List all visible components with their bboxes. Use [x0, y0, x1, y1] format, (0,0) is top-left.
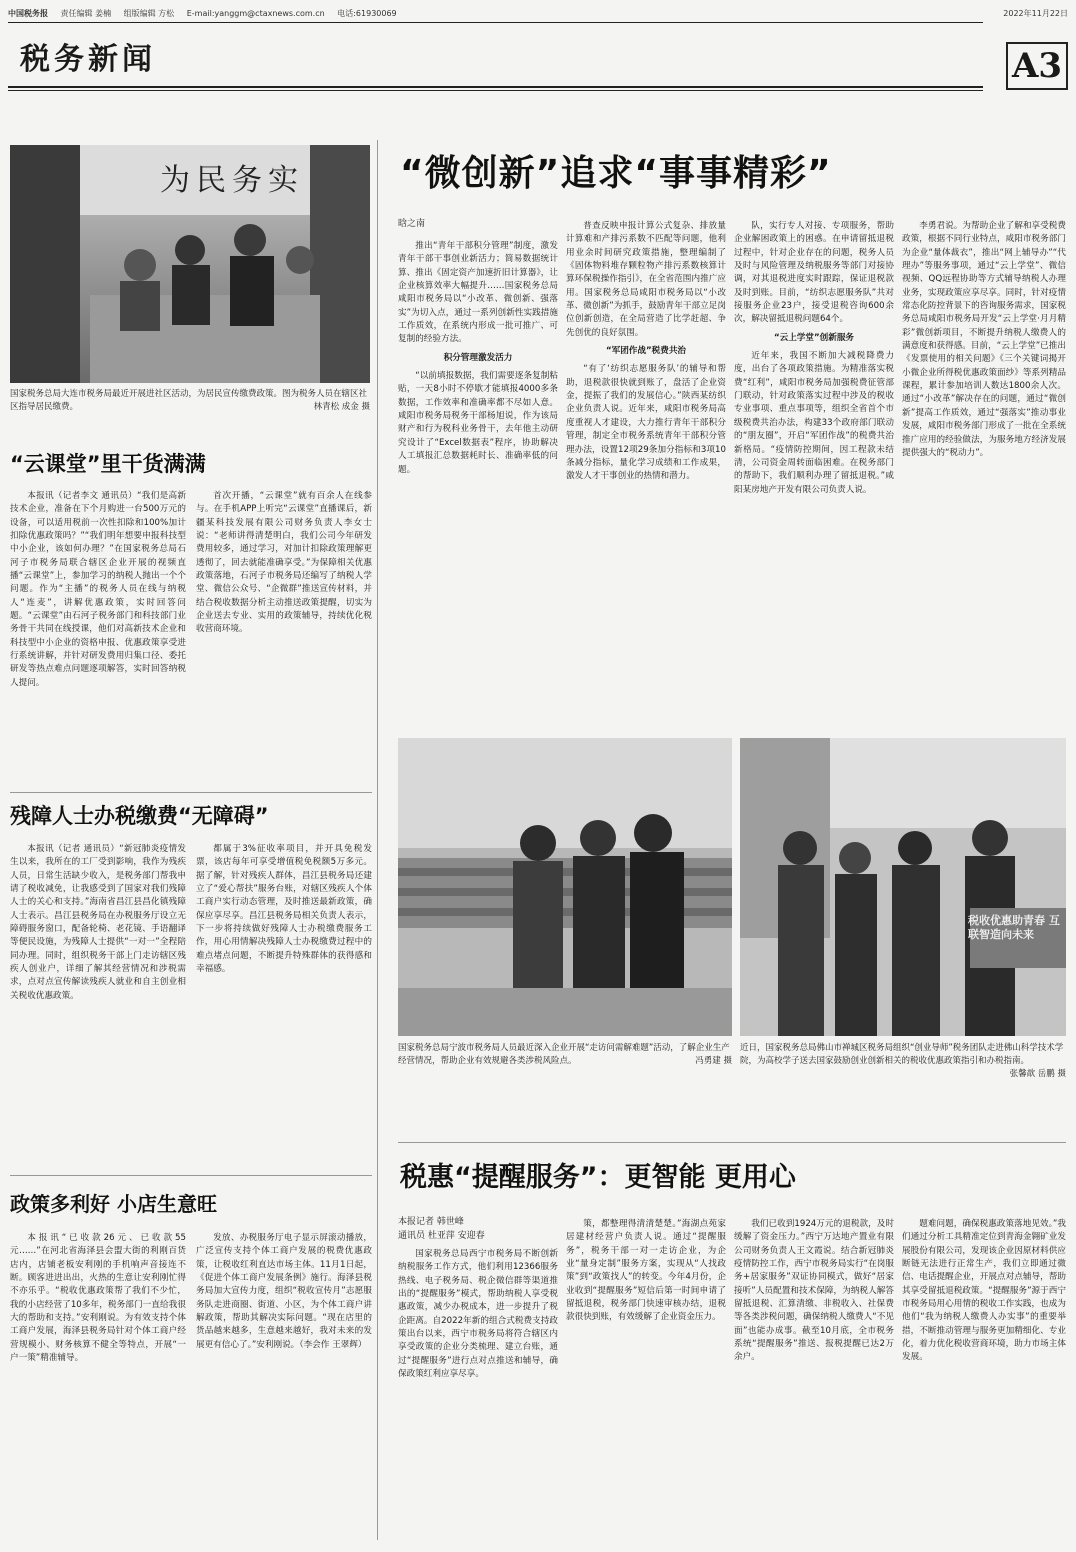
story3-headline: 政策多利好 小店生意旺 [10, 1192, 217, 1216]
story2-col1-text: 本报讯（记者 通讯员）“新冠肺炎疫情发生以来，我所在的工厂受到影响，我作为残疾人员，日常生活缺少收入，是税务部门帮我申请了税收减免，让我感受到了国家对我们残障人士的关心和支持。”海南省昌江县昌化镇残障人士表示。昌江县税务局在办税服务厅设立无障碍服务窗口，配备轮椅、老花镜、手语翻译等便民设施，为残障人士提供“一对一”全程陪同办理。同时，组织税务干部上门走访辖区残疾人创业户，详细了解其经营情况和涉税需求，点对点宣传解读残疾人就业和自主创业相关税收优惠政策。 [10, 844, 186, 1001]
photo3-sign-text: 税收优惠助青春 互联智造向未来 [968, 914, 1060, 941]
photo-enterprise-visit [398, 738, 732, 1036]
story4-col4-text: 李勇君说。为帮助企业了解和享受税费政策，根据不同行业特点，咸阳市税务部门为企业“量体裁衣”，推出“网上辅导办”“代理办”等服务事项，通过“云上学堂”、微信视频、QQ远程协助等方式辅导纳税人办理业务，实现政策应享尽享。同时，针对疫情常态化防控背景下的咨询服务需求，国家税务总局咸阳市税务局开发“云上学堂·月月精彩”微创新项目，不断提升纳税人缴费人的满意度和获得感。目前，“云上学堂”已推出《发票使用的相关问题》《三个关键词揭开小微企业所得税优惠政策面纱》等系列精品课程，累计参加培训人数达1800余人次。通过“小改革”解决存在的问题，通过“微创新”提高工作质效，通过“强落实”推动事业发展，咸阳市税务部门形成了一批在全系统推广应用的经验做法，为服务地方经济发展提供强大的“税动力”。 [902, 221, 1066, 458]
email-contact[interactable]: E-mail:yanggm@ctaxnews.com.cn [186, 9, 325, 18]
story1-col1-text: 本报讯（记者李文 通讯员）“我们是高新技术企业，准备在下个月购进一台500万元的设备，可以适用税前一次性扣除和100%加计扣除优惠政策吗？”“我们明年想要申报科技型中小企业，该如何办理？”在国家税务总局石河子市税务局联合辖区企业开展的视频直播“云课堂”上，参加学习的纳税人抛出一个个问题。作为“主播”的税务人员在线与纳税人“连麦”，讲解优惠政策，实时回答问题。“云课堂”由石河子税务部门和科技部门业务骨干共同在线授课，他们对高新技术企业和科技型中小企业的资格申报、优惠政策享受进行系统讲解，并针对研发费用归集口径、委托研发等热点难点问题逐项解答，实时回答纳税人提问。 [10, 491, 186, 688]
editor-credit: 责任编辑 姜楠 [60, 9, 112, 18]
top-info-bar [8, 6, 1068, 20]
story4-subhead-3: “云上学堂”创新服务 [773, 332, 855, 343]
story3-col1 [10, 1232, 186, 1537]
story4-col3b-text: 近年来，我国不断加大减税降费力度，出台了各项政策措施。为精准落实税费“红利”，咸阳市税务局加强税费征管部门联动，针对政策落实过程中涉及的税收专业事项、重点事项等，组织全省首个市级税费共治办法，构建33个政府部门联动的“朋友圈”，开启“军团作战”的税费共治新格局。“疫情防控期间，因工程款未结清，公司资金周转面临困难。在税务部门的帮助下，我们顺利办理了留抵退税。”咸阳某房地产开发有限公司负责人说。 [734, 351, 894, 495]
photo3-caption: 近日，国家税务总局佛山市禅城区税务局组织“创业导师”税务团队走进佛山科学技术学院，为高校学子送去国家鼓励创业创新相关的税收优惠政策指引和办税指南。 [740, 1043, 1064, 1066]
story5-col4-text: 题难问题，确保税惠政策落地见效。”我们通过分析工具精准定位到青海金翱矿业发展股份有限公司，发现该企业因原材料供应断链无法进行正常生产，我们立即通过微信、电话提醒企业，开展点对点辅导，帮助其享受留抵退税政策。“提醒服务”源于西宁市税务局用心用情的税收工作实践，也成为他们“我为纳税人缴费人办实事”的重要举措，不断推动管理与服务更加精细化、专业化，着力优化税收营商环境，助力市场主体发展。 [902, 1219, 1066, 1363]
story5-col4 [902, 1218, 1066, 1540]
story4-subhead-2: “军团作战”税费共治 [605, 346, 687, 357]
photo1-caption-block [10, 388, 370, 414]
masthead-bottom-rule [8, 86, 983, 88]
story5-headline: 税惠“提醒服务”：更智能 更用心 [400, 1162, 796, 1193]
photo3-credit: 张馨歆 岳鹏 摄 [1009, 1069, 1066, 1079]
story5-col3-text: 我们已收到1924万元的退税款，及时缓解了资金压力。”西宁万达地产置业有限公司财务负责人王文霞说。结合新冠肺炎疫情防控工作，西宁市税务局实行“在岗服务+居家服务”双证协同模式，做好“居家接听”人员配置和技术保障，为纳税人解答留抵退税、汇算清缴、非税收入、社保费等各类涉税问题，确保纳税人缴费人“不见面”也能办成事。截至10月底，全市税务系统“提醒服务”推送、报税提醒已达2万余户。 [734, 1219, 894, 1363]
story5-col2 [566, 1218, 726, 1540]
story1-col2-text: 首次开播，“云课堂”就有百余人在线参与。在手机APP上听完“云课堂”直播课后，新疆某科技发展有限公司财务负责人李女士说：“老师讲得清楚明白，我们公司今年研发费用较多，通过学习，对加计扣除政策理解更透彻了，回去就能准确享受。”为保障相关优惠政策落地，石河子市税务局还编写了纳税人学堂、微信公众号、“企微群”推送宣传材料，并结合税收数据分析主动推送政策提醒，切实为企业送去专业、实用的政策辅导，持续优化税收营商环境。 [196, 491, 372, 635]
photo-tax-service-community [10, 145, 370, 383]
masthead-top-rule [8, 22, 983, 23]
issue-date: 2022年11月22日 [1003, 9, 1068, 18]
photo2-credit: 冯勇建 摄 [695, 1056, 732, 1066]
story4-col2b-text: “有了‘纺织志愿服务队’的辅导和帮助，退税款很快就到账了，盘活了企业资金，提振了我们的发展信心。”陕西某纺织企业负责人说。近年来，咸阳市税务局高度重视人才建设，大力推行青年干部积分管理，制定全市税务系统青年干部积分管理办法，设置12项29条加分指标和3项10条减分指标，量化学习成绩和工作成果，激发人才干事创业的热情和潜力。 [566, 364, 726, 482]
story2-col1 [10, 843, 186, 1163]
story4-col2-text: 普查反映申报计算公式复杂、排放量计算难和产排污系数不匹配等问题，他利用业余时间研究政策措施，整理编制了《固体物料堆存颗粒物产排污系数核算计算环保税操作指引》，在全省范围内推广应用。国家税务总局咸阳市税务局以“小改革、微创新”为抓手，鼓励青年干部立足岗位创新创造，在全局营造了比学赶超、争先创优的良好氛围。 [566, 221, 726, 338]
story4-col3 [734, 220, 894, 710]
story5-col1 [398, 1248, 558, 1540]
story1-col1 [10, 490, 186, 780]
story4-byline: 晗之南 [398, 219, 426, 229]
story5-col2-text: 策，都整理得清清楚楚。”海湖点苑家居建材经营户负责人说。通过“提醒服务”，税务干部一对一走访企业，为企业“量身定制”服务方案，实现从“人找政策”到“政策找人”的转变。今年4月份，企业收到“提醒服务”短信后第一时间申请了留抵退税，税务部门快速审核办结，退税款很快到账，有效缓解了企业资金压力。 [566, 1219, 726, 1323]
story4-col3-text: 队，实行专人对接、专项服务，帮助企业解困政策上的困惑。在申请留抵退税过程中，针对企业存在的问题，税务人员及时与风险管理及纳税服务等部门对接协调，对其退税进度实时跟踪，保证退税款及时到账。目前，“纺织志愿服务队”共对接服务企业23户，接受退税咨询600余次，解决留抵退税问题64个。 [734, 221, 894, 325]
story4-col1 [398, 240, 558, 710]
phone-contact: 电话:61930069 [337, 9, 397, 18]
photo1-credit: 林青松 成金 摄 [313, 402, 370, 412]
photo-university-visit [740, 738, 1066, 1036]
divider-story1 [10, 792, 372, 793]
story5-col3 [734, 1218, 894, 1540]
story4-col4 [902, 220, 1066, 710]
photo2-caption-block [398, 1042, 732, 1068]
column-divider [377, 140, 378, 1540]
page-number: A3 [1006, 42, 1068, 90]
story5-byline2: 通讯员 杜亚萍 安迎春 [398, 1231, 485, 1241]
story4-col2 [566, 220, 726, 710]
story2-col2 [196, 843, 372, 1163]
story2-col2-text: 都属于3%征收率项目，并开具免税发票，该店每年可享受增值税免税额5万多元。据了解，针对残疾人群体，昌江县税务局还建立了“爱心帮扶”服务台账，对辖区残疾人个体工商户实行动态管理，及时推送最新政策，确保应享尽享。昌江县税务局相关负责人表示，下一步将持续做好残障人士办税缴费服务工作，用心用情解决残障人士办税缴费过程中的难点堵点问题，不断提升特殊群体的获得感和幸福感。 [196, 844, 372, 975]
story4-col1-text: 推出“青年干部积分管理”制度，激发青年干部干事创业新活力；简易数据统计算、推出《固定资产加速折旧计算器》，让企业核算效率大幅提升……国家税务总局咸阳市税务局以“小改革、微创新、强落实”为切入点，通过一系列创新性实践措施工作质效，在系统内形成一批可推广、可复制的经验方法。 [398, 241, 558, 345]
masthead [8, 22, 1068, 96]
photo1-sign-text: 为民务实 [160, 163, 304, 198]
section-title: 税务新闻 [20, 42, 156, 77]
story2-headline: 残障人士办税缴费“无障碍” [10, 804, 269, 828]
photo2-caption: 国家税务总局宁波市税务局人员最近深入企业开展“走访问需解难题”活动，了解企业生产经营情况，帮助企业有效规避各类涉税风险点。 [398, 1043, 730, 1066]
story3-col2-text: 发放、办税服务厅电子显示屏滚动播放，广泛宣传支持个体工商户发展的税费优惠政策，让税收红利直达市场主体。11月1日起，《促进个体工商户发展条例》施行。海泽县税务局加大宣传力度，组织“税收宣传月”志愿服务队走进商圈、街道、小区，为个体工商户讲解政策，帮助其解决实际问题。“现在店里的货品越来越多，生意越来越好，我对未来的发展更有信心了。”安利刚说。（李会作 王翠辉） [196, 1233, 372, 1350]
story4-subhead-1: 积分管理激发活力 [443, 352, 513, 363]
divider-story5 [398, 1142, 1066, 1143]
photo3-caption-block [740, 1042, 1066, 1081]
story3-col2 [196, 1232, 372, 1537]
paper-name: 中国税务报 [8, 9, 48, 18]
story3-col1-text: 本报讯“已收款26元、已收款55元……”在河北省海泽县会盟大街的利刚百货店内，店铺老板安利刚的手机响声音接连不断。顾客进进出出，火热的生意让安利刚忙得不亦乐乎。“税收优惠政策帮了我们不少忙，我的小店经营了10多年，税务部门一直给我很大的帮助和支持。”安利刚说。为有效支持个体工商户发展，海泽县税务局针对个体工商户经营规模小、财务核算不健全等特点，开展“一户一策”精准辅导。 [10, 1233, 186, 1364]
divider-story2 [10, 1175, 372, 1176]
story4-col1b-text: “以前填报数据，我们需要逐条复制粘贴，一天8小时不停歇才能填报4000多条数据，工作效率和准确率都不尽如人意。咸阳市税务局税务干部杨旭说，作为该局财产和行为税科业务骨干，去年他主动研究设计了“Excel数据表”程序，协助解决人工填报汇总数据耗时长、准确率低的问题。 [398, 371, 558, 475]
story1-headline: “云课堂”里干货满满 [10, 452, 206, 476]
story4-headline: “微创新”追求“事事精彩” [400, 153, 832, 194]
masthead-bottom-rule-thin [8, 90, 983, 91]
story5-byline1: 本报记者 韩世峰 [398, 1217, 464, 1227]
photo1-caption: 国家税务总局大连市税务局最近开展进社区活动，为居民宣传缴费政策。图为税务人员在辖区社区指导居民缴费。 [10, 389, 368, 412]
story1-col2 [196, 490, 372, 780]
layout-credit: 组版编辑 方松 [123, 9, 175, 18]
story5-col1-text: 国家税务总局西宁市税务局不断创新纳税服务工作方式，他们利用12366服务热线、电子税务局、税企微信群等渠道推出的“提醒服务”模式，帮助纳税人享受税惠政策，减少办税成本，进一步提升了税企距离。自2022年新的组合式税费支持政策出台以来，西宁市税务局将符合辖区内享受政策的企业分类梳理、建立台账，通过“提醒服务”进行点对点推送和辅导，确保政策红利应享尽享。 [398, 1249, 558, 1380]
